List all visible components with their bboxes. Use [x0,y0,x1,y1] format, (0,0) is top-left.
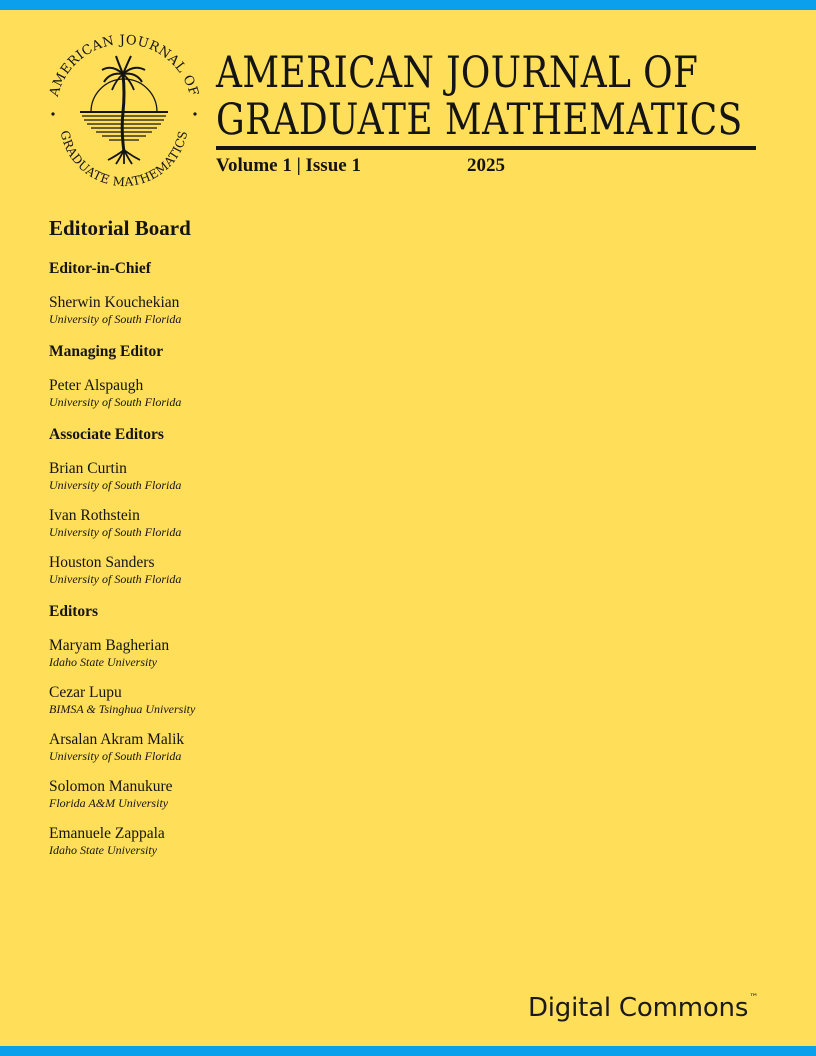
journal-title-line-2: GRADUATE MATHEMATICS [216,95,743,145]
board-member [49,778,449,811]
section-title: Associate Editors [49,426,164,443]
editorial-board [49,213,449,872]
member-affiliation: Idaho State University [49,843,157,857]
section-editors [49,601,449,858]
top-accent-bar [0,0,816,10]
board-member [49,731,449,764]
board-member [49,507,449,540]
digital-commons-logo [528,993,758,1023]
volume-issue: Volume 1 | Issue 1 [216,155,361,176]
board-member [49,637,449,670]
member-name: Brian Curtin [49,460,127,477]
bottom-accent-bar [0,1046,816,1056]
section-associate-editors [49,424,449,587]
member-affiliation: University of South Florida [49,572,182,586]
masthead [216,48,756,176]
member-affiliation: University of South Florida [49,525,182,539]
logo-text: Digital Commons [527,993,749,1023]
seal-bottom-text: GRADUATE MATHEMATICS [57,129,191,190]
board-member [49,554,449,587]
member-name: Solomon Manukure [49,778,173,795]
board-member [49,294,449,327]
member-name: Emanuele Zappala [49,825,165,842]
member-name: Ivan Rothstein [49,507,140,524]
member-name: Cezar Lupu [49,684,122,701]
member-name: Maryam Bagherian [49,637,170,654]
issue-year: 2025 [467,155,505,176]
seal-top-text: AMERICAN JOURNAL OF [46,34,202,99]
section-editor-in-chief [49,258,449,327]
member-affiliation: Idaho State University [49,655,157,669]
member-affiliation: University of South Florida [49,395,182,409]
section-title: Editor-in-Chief [49,260,151,277]
member-affiliation: Florida A&M University [49,796,169,810]
board-member [49,825,449,858]
journal-title-line-1: AMERICAN JOURNAL OF [216,48,699,98]
member-affiliation: BIMSA & Tsinghua University [49,702,196,716]
board-member [49,460,449,493]
trademark-symbol: ™ [749,993,758,1004]
member-affiliation: University of South Florida [49,478,182,492]
section-managing-editor [49,341,449,410]
section-title: Managing Editor [49,343,164,360]
member-affiliation: University of South Florida [49,749,182,763]
member-name: Arsalan Akram Malik [49,731,185,748]
member-affiliation: University of South Florida [49,312,182,326]
title-rule [216,146,756,150]
board-member [49,684,449,717]
member-name: Houston Sanders [49,554,155,571]
member-name: Peter Alspaugh [49,377,144,394]
journal-seal-logo [46,34,202,190]
board-member [49,377,449,410]
editorial-board-heading: Editorial Board [49,216,191,240]
section-title: Editors [49,603,99,620]
member-name: Sherwin Kouchekian [49,294,180,311]
